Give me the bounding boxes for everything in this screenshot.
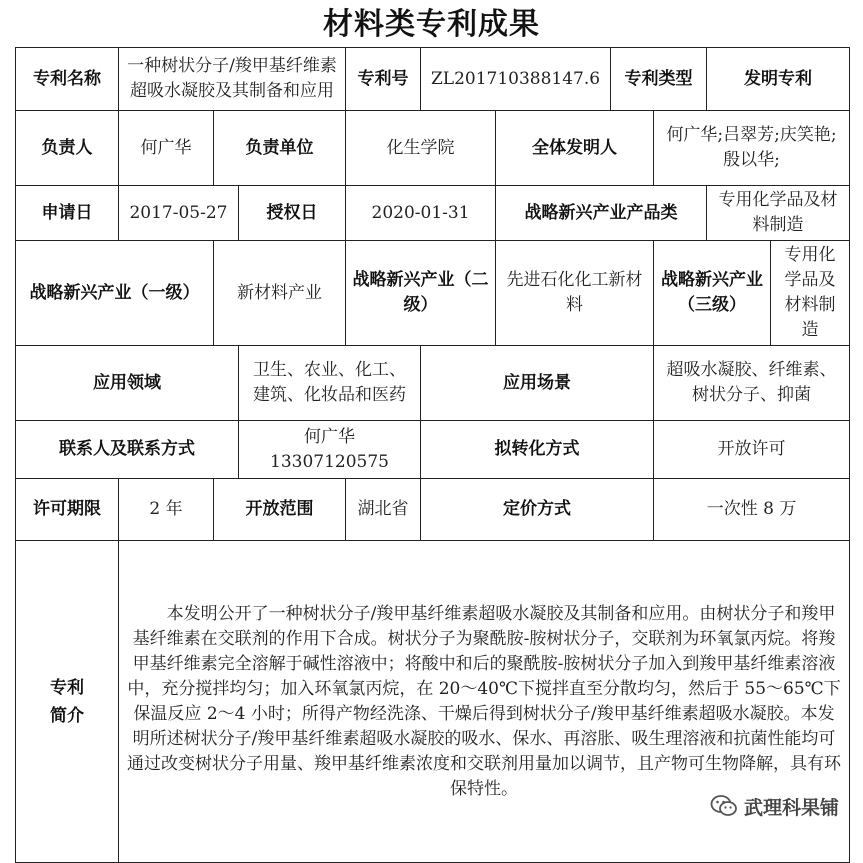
license-term-value: 2 年 <box>119 479 214 541</box>
open-scope-label: 开放范围 <box>214 479 346 541</box>
patent-intro-text: 本发明公开了一种树状分子/羧甲基纤维素超吸水凝胶及其制备和应用。由树状分子和羧甲基纤维素在交联剂的作用下合成。树状分子为聚酰胺-胺树状分子，交联剂为环氧氯丙烷。将羧甲基纤维素完全溶解于碱性溶液中；将酸中和后的聚酰胺-胺树状分子加入到羧甲基纤维素溶液中，充分搅拌均匀；加入环氧氯丙烷，在 20～40℃下搅拌直至分散均匀，然后于 55～65℃下保温反应 2～4 小时；所得产物经洗涤、干燥后得到树状分子/羧甲基纤维素超吸水凝胶。本发明所述树状分子/羧甲基纤维素超吸水凝胶的吸水、保水、再溶胀、吸生理溶液和抗菌性能均可通过改变树状分子用量、羧甲基纤维素浓度和交联剂用量加以调节，且产物可生物降解，具有环保特性。 <box>119 541 850 863</box>
contact-value: 何广华 13307120575 <box>239 421 421 479</box>
owner-label: 负责人 <box>16 111 119 186</box>
row-industry-levels <box>16 241 850 346</box>
open-scope-value: 湖北省 <box>346 479 421 541</box>
unit-value: 化生学院 <box>346 111 496 186</box>
pricing-method-value: 一次性 8 万 <box>654 479 850 541</box>
patent-name-label: 专利名称 <box>16 48 119 111</box>
product-category-value: 专用化学品及材料制造 <box>707 186 850 241</box>
industry-level1-label: 战略新兴产业（一级） <box>16 241 214 346</box>
industry-level1-value: 新材料产业 <box>214 241 346 346</box>
product-category-label: 战略新兴产业产品类 <box>496 186 707 241</box>
industry-level2-value: 先进石化化工新材料 <box>496 241 654 346</box>
industry-level2-label: 战略新兴产业（二级） <box>346 241 496 346</box>
watermark-text: 武理科果铺 <box>743 796 839 819</box>
application-field-value: 卫生、农业、化工、建筑、化妆品和医药 <box>239 346 421 421</box>
patent-intro-label-text: 专利简介 <box>50 677 84 726</box>
row-license <box>16 479 850 541</box>
contact-label: 联系人及联系方式 <box>16 421 239 479</box>
patent-intro-label <box>16 541 119 863</box>
row-patent-name <box>16 48 850 111</box>
apply-date-label: 申请日 <box>16 186 119 241</box>
wechat-icon <box>710 794 738 818</box>
patent-name-value: 一种树状分子/羧甲基纤维素超吸水凝胶及其制备和应用 <box>119 48 346 111</box>
grant-date-label: 授权日 <box>239 186 346 241</box>
industry-level3-value: 专用化学品及材料制造 <box>771 241 850 346</box>
industry-level3-label: 战略新兴产业（三级） <box>654 241 771 346</box>
transfer-method-value: 开放许可 <box>654 421 850 479</box>
owner-value: 何广华 <box>119 111 214 186</box>
application-scene-value: 超吸水凝胶、纤维素、树状分子、抑菌 <box>654 346 850 421</box>
unit-label: 负责单位 <box>214 111 346 186</box>
row-application <box>16 346 850 421</box>
row-contact <box>16 421 850 479</box>
row-dates <box>16 186 850 241</box>
pricing-method-label: 定价方式 <box>421 479 654 541</box>
application-scene-label: 应用场景 <box>421 346 654 421</box>
patent-info-table <box>15 47 850 863</box>
inventors-label: 全体发明人 <box>496 111 654 186</box>
license-term-label: 许可期限 <box>16 479 119 541</box>
row-owner <box>16 111 850 186</box>
apply-date-value: 2017-05-27 <box>119 186 239 241</box>
patent-number-value: ZL201710388147.6 <box>421 48 611 111</box>
watermark <box>708 791 841 821</box>
patent-number-label: 专利号 <box>346 48 421 111</box>
patent-type-label: 专利类型 <box>611 48 707 111</box>
inventors-value: 何广华;吕翠芳;庆笑艳;殷以华; <box>654 111 850 186</box>
application-field-label: 应用领域 <box>16 346 239 421</box>
patent-type-value: 发明专利 <box>707 48 850 111</box>
page-title: 材料类专利成果 <box>323 7 540 42</box>
transfer-method-label: 拟转化方式 <box>421 421 654 479</box>
grant-date-value: 2020-01-31 <box>346 186 496 241</box>
